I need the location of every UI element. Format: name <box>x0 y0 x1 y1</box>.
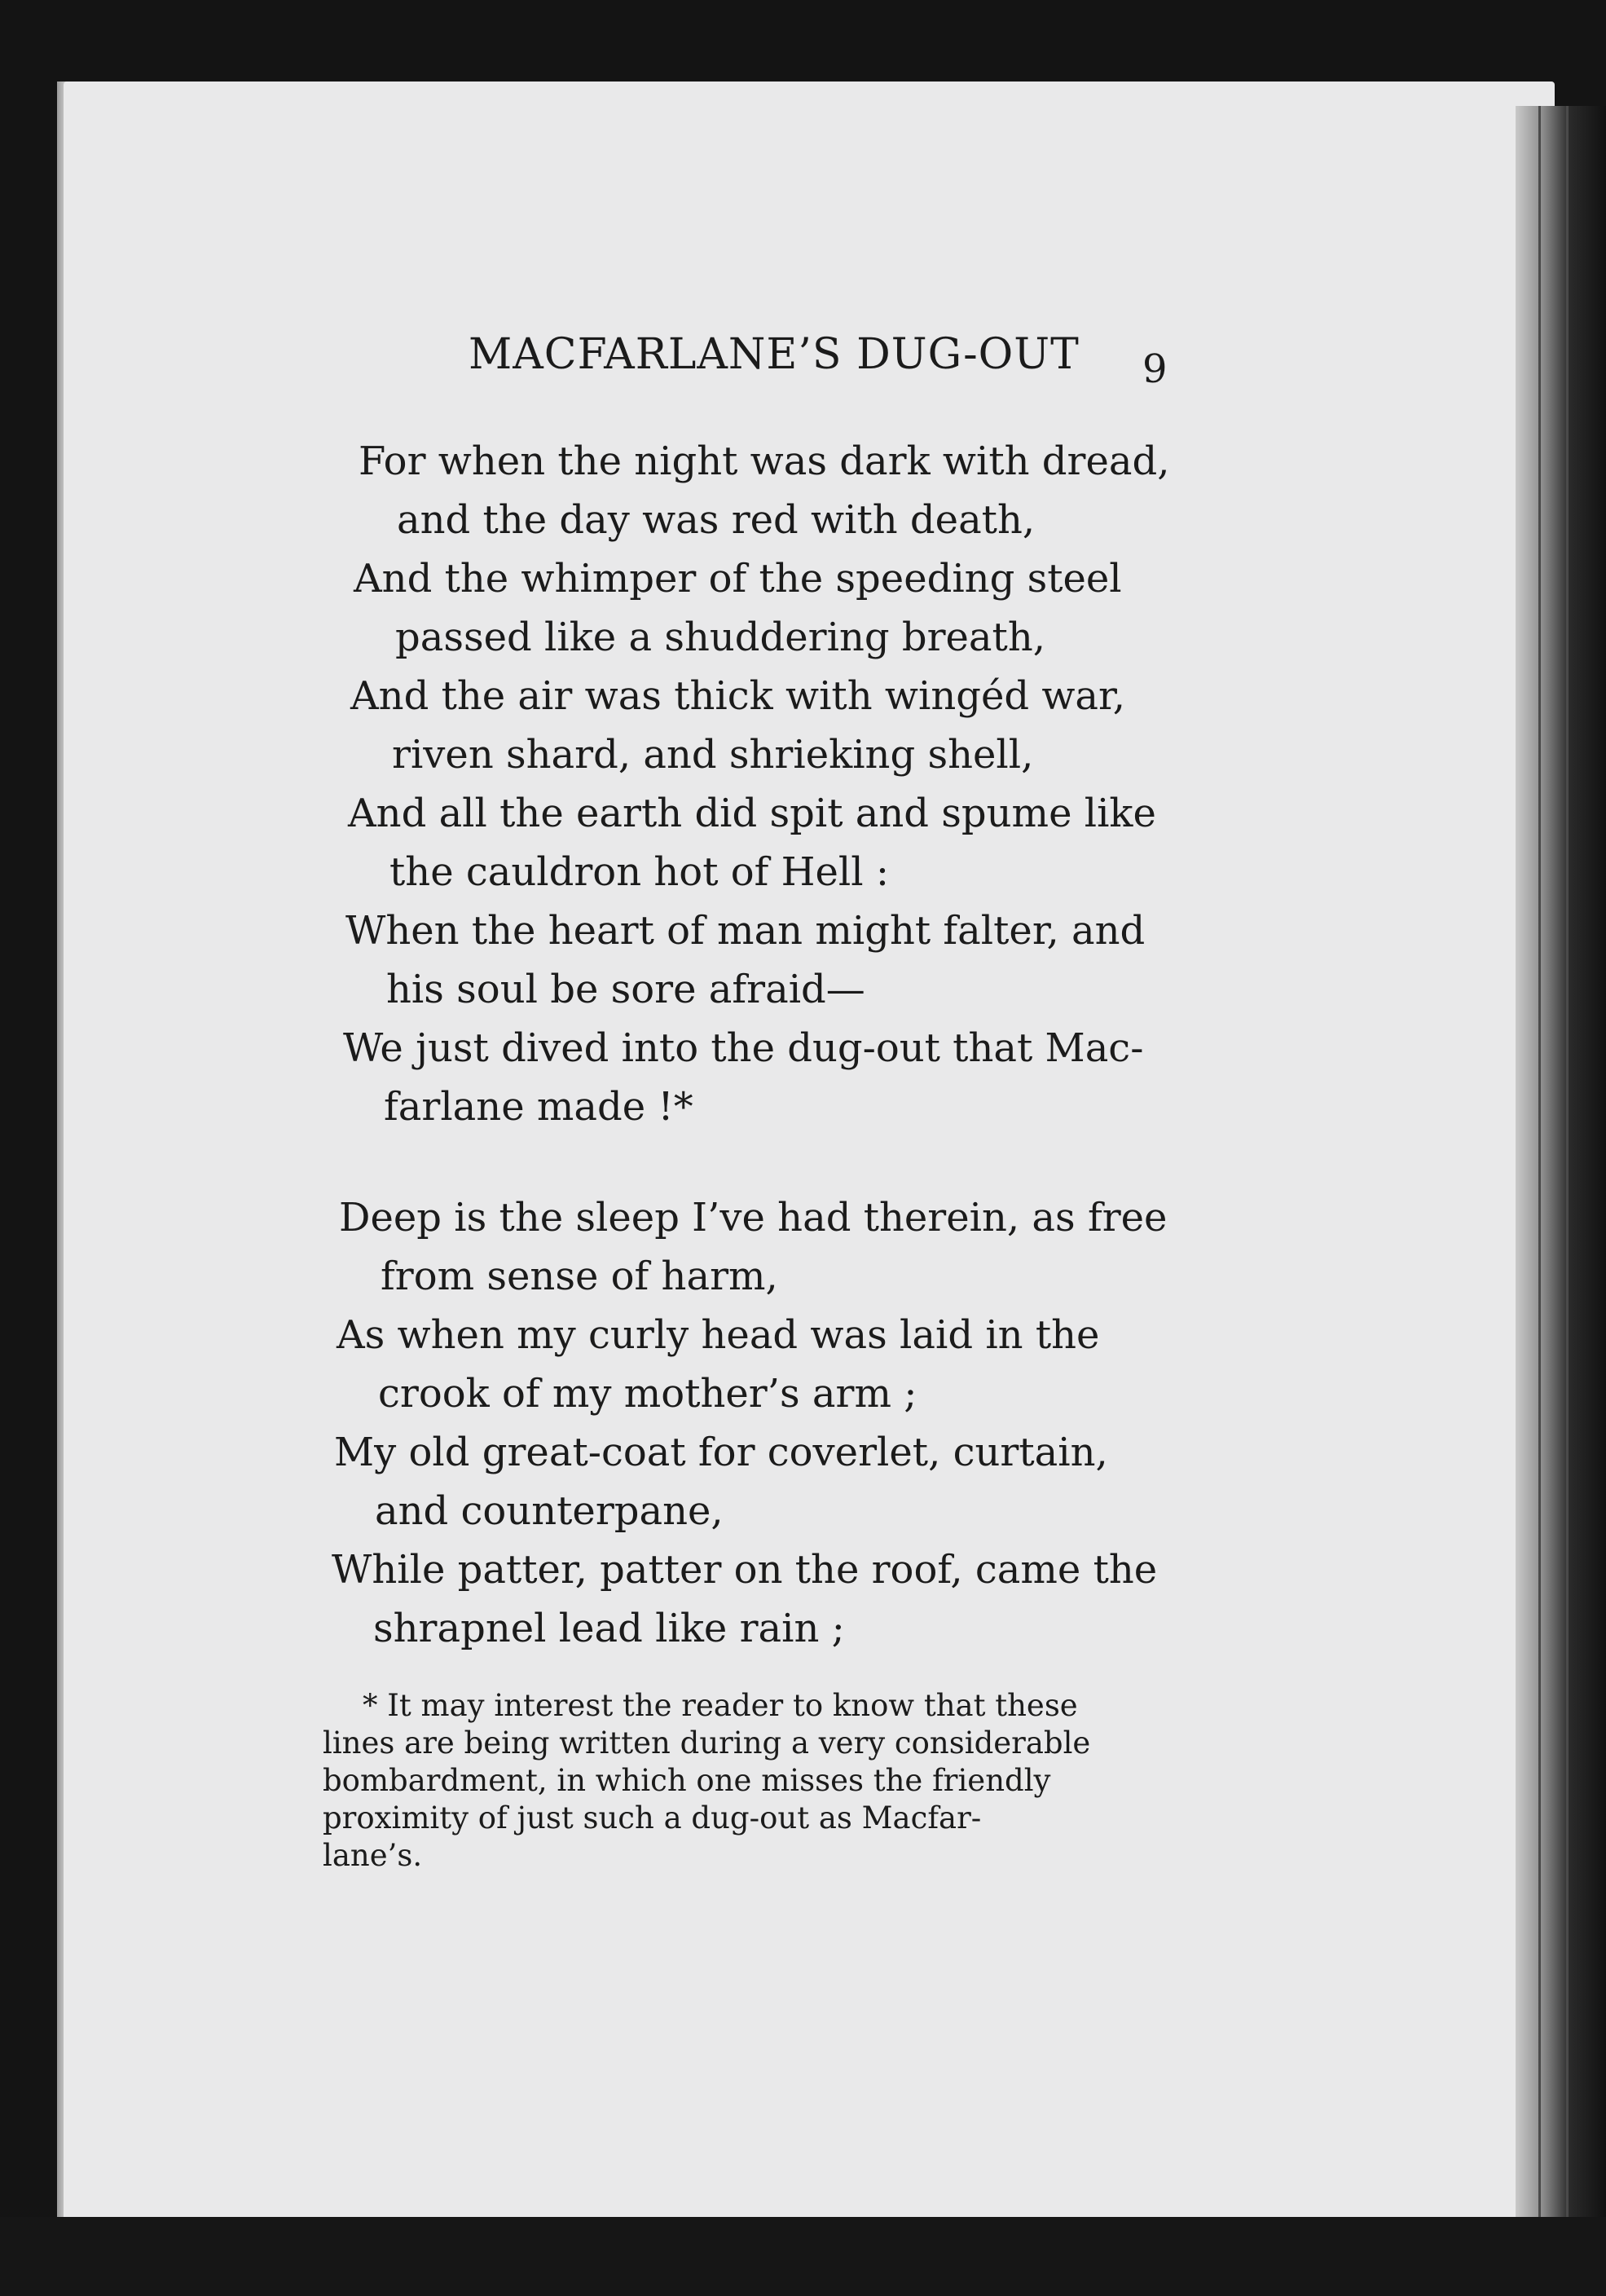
verse-line: passed like a shuddering breath, <box>395 615 1045 660</box>
book-page <box>64 82 1555 2250</box>
verse-line: from sense of harm, <box>381 1254 778 1299</box>
page-stack-edge <box>1516 106 1606 2296</box>
verse-line: farlane made !* <box>384 1084 693 1130</box>
verse-line: While patter, patter on the roof, came the <box>332 1547 1158 1593</box>
verse-line: Deep is the sleep I’ve had therein, as free <box>339 1195 1168 1241</box>
verse-line: As when my curly head was laid in the <box>337 1312 1100 1358</box>
footnote-line: lane’s. <box>323 1838 423 1873</box>
verse-line: shrapnel lead like rain ; <box>373 1606 845 1651</box>
footnote-line: proximity of just such a dug-out as Macfar- <box>323 1800 982 1835</box>
verse-line: We just dived into the dug-out that Mac- <box>343 1025 1144 1071</box>
page-number: 9 <box>1142 346 1168 392</box>
verse-line: his soul be sore afraid— <box>386 967 865 1012</box>
verse-line: crook of my mother’s arm ; <box>378 1371 917 1417</box>
verse-line: And all the earth did spit and spume like <box>348 791 1156 836</box>
page-edge-line <box>1538 106 1541 2296</box>
verse-line: riven shard, and shrieking shell, <box>392 732 1034 778</box>
verse-line: and the day was red with death, <box>397 497 1036 543</box>
verse-line: And the whimper of the speeding steel <box>354 556 1122 602</box>
verse-line: For when the night was dark with dread, <box>359 438 1170 484</box>
verse-line: My old great-coat for coverlet, curtain, <box>334 1430 1108 1475</box>
footnote-line: lines are being written during a very considerable <box>323 1725 1091 1761</box>
running-head: MACFARLANE’S DUG-OUT <box>469 330 1080 379</box>
page-edge-line <box>1566 106 1569 2296</box>
verse-line: and counterpane, <box>375 1488 724 1534</box>
verse-line: And the air was thick with wingéd war, <box>350 673 1125 719</box>
footnote-line: * It may interest the reader to know that these <box>363 1688 1078 1723</box>
verse-line: the cauldron hot of Hell : <box>389 849 890 895</box>
scan-bottom-shadow <box>0 2217 1606 2296</box>
verse-line: When the heart of man might falter, and <box>345 908 1146 954</box>
footnote-line: bombardment, in which one misses the friendly <box>323 1763 1051 1798</box>
